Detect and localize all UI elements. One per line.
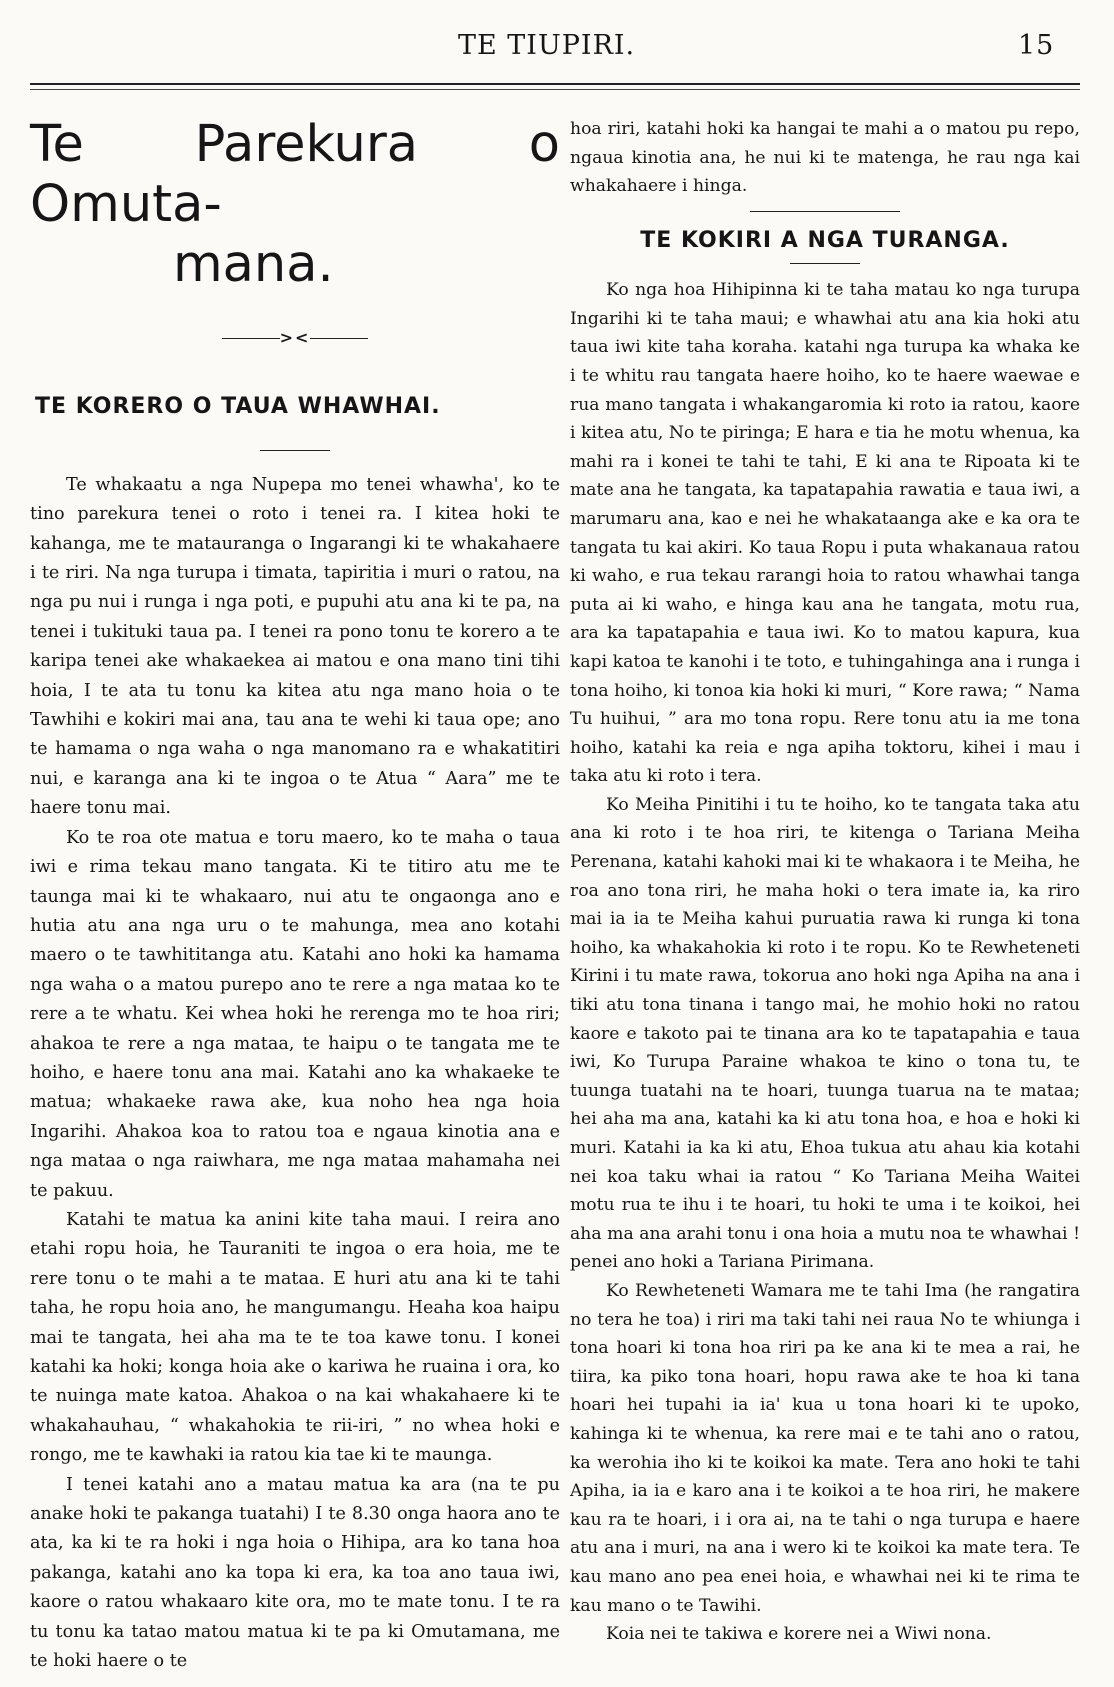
ornament-rule-left xyxy=(222,338,280,339)
continued-paragraph: hoa riri, katahi hoki ka hangai te mahi a o matou pu repo, ngaua kinotia ana, he nui ki te matenga, he rau nga kai whakahaere i hinga. xyxy=(570,119,1080,197)
body-paragraph: Katahi te matua ka anini kite taha maui. I reira ano etahi ropu hoia, he Tauraniti te ingoa o era hoia, me te rere tonu o te mahi a te mataa. E huri atu ana ki te tahi taha, he ropu hoia ano, he mangumangu. Heaha koa haipu mai te tangata, hei aha ma te te toa kawe tonu. I konei katahi ka hoki; konga hoia ake o kariwa he ruaina i ora, ko te nuinga mate katoa. Ahakoa o na kai whakahaere ki te whakahauhau, “ whakahokia te rii-iri, ” no whea hoki e rongo, me te kawhaki ia ratou kia tae ki te maunga. xyxy=(30,1209,560,1466)
header-rule xyxy=(30,83,1080,85)
subheading-rule xyxy=(260,450,330,451)
body-paragraph: Ko te roa ote matua e toru maero, ko te maha o taua iwi e rima tekau mano tangata. Ki te titiro atu me te taunga mai ki te whakaaro, nui atu te ongaonga ano e hutia atu ana nga uru o te mahunga, mea ano kotahi maero o te tawhititanga atu. Katahi ano hoki ka hamama nga waha o a matou purepo ano te rere a nga mataa ko te rere a te whatu. Kei whea hoki he rerenga mo te hoa riri; ahakoa te rere a nga mataa, te haipu o te tangata me te hoiho, e haere tonu ana mai. Katahi ano ka whakaeke te matua; whakaeke rawa ake, kua noho hea nga hoia Ingarihi. Ahakoa koa to ratou toa e ngaua kinotia ana e nga mataa o nga raiwhara, me nga mataa mahamaha nei te pakuu. xyxy=(30,827,560,1201)
body-paragraph: Koia nei te takiwa e korere nei a Wiwi nona. xyxy=(606,1624,992,1645)
body-paragraph: I tenei katahi ano a matau matua ka ara (na te pu anake hoki te pakanga tuatahi) I te 8.30 onga haora ano te ata, ka ki te ra hoki i nga hoia o Hihipa, ara ko tana hoa pakanga, katahi ano ka topa ki era, ka toa ano taua iwi, kaore o ratou whakaaro kite ora, mo te mate tonu. I te ra tu tonu ka tatao matou matua ki te pa ki Omutamana, me te hoki haere o te xyxy=(30,1474,560,1672)
left-column xyxy=(30,115,560,1676)
ornament-divider xyxy=(30,323,560,352)
header-rule-thin xyxy=(30,89,1080,90)
newspaper-title: TE TIUPIRI. xyxy=(458,30,636,61)
body-paragraph: Ko Meiha Pinitihi i tu te hoiho, ko te tangata taka atu ana ki roto i te hoa riri, te kitenga o Tariana Meiha Perenana, katahi kahoki mai ki te whakaora i te Meiha, he roa ano tona riri, he maha hoki o tera imate ia, ka riro mai ia ia te Meiha kahui puruatia rawa ki runga ki tona hoiho, ka whakahokia ki roto i te ropu. Ko te Rewheteneti Kirini i tu mate rawa, tokorua ano hoki nga Apiha na ana i tiki atu tona tinana i tango mai, he mohio hoki no ratou kaore e takoto pai te tinana ara ko te tapatapahia e taua iwi, Ko Turupa Paraine whakoa te kino o tona tu, te tuunga tuatahi na te hoari, tuunga tuarua na te mataa; hei aha ma ana, katahi ka ki atu tona hoa, e hoa e hoki ki muri. Katahi ia ka ki atu, Ehoa tukua atu ahau kia kotahi nei koa taku whai ia ratou “ Ko Tariana Meiha Waitei motu rua te ihu i te hoari, tu hoki te uma i te koikoi, hei aha ma ana arahi tonu i ona hoia a mutu noa te whawhai ! penei ano hoki a Tariana Pirimana. xyxy=(570,794,1080,1273)
article-subheading: TE KORERO O TAUA WHAWHAI. xyxy=(35,394,441,420)
section-rule xyxy=(750,211,900,212)
body-paragraph: Ko nga hoa Hihipinna ki te taha matau ko nga turupa Ingarihi ki te taha maui; e whawhai atu ana kia hoki atu taua iwi kite taha koraha. katahi nga turupa ka whaka ke i te whitu rau tangata haere hoiho, ko te haere waewae e rua mano tangata i whakangaromia ki roto ia ratou, kaore i kitea atu, No te piringa; E hara e tia he motu whenua, ka mahi ra i konei te tahi te tahi, E ki ana te Ripoata ki te mate ana he tangata, ka tapatapahia rawatia e taua iwi, a marumaru ana, kao e nei he whakataanga ake e ka ora te tangata tu kai akiri. Ko taua Ropu i puta whakanaua ratou ki waho, e rua tekau rarangi hoia to ratou whawhai tanga puta ai ki waho, e hinga kau ana he tangata, motu rua, ara ka tapatapahia e taua iwi. Ko to matou kapura, kua kapi katoa te kanohi i te toto, e tuhingahinga ana i runga i tona hoiho, ki tonoa kia hoki ki muri, “ Kore rawa; “ Nama Tu huihui, ” ara mo tona ropu. Rere tonu atu ia me tona hoiho, katahi ka reia e nga apiha toktoru, kihei i mau i taka atu ki roto i tera. xyxy=(570,280,1080,787)
ornament-rule-right xyxy=(310,338,368,339)
right-column xyxy=(570,115,1080,1649)
page-number: 15 xyxy=(1018,30,1055,61)
subheading-rule xyxy=(790,263,860,264)
section-subheading: TE KOKIRI A NGA TURANGA. xyxy=(640,227,1010,253)
headline-line-2: mana. xyxy=(173,235,334,294)
ornament-mark: >< xyxy=(279,328,311,347)
body-paragraph: Te whakaatu a nga Nupepa mo tenei whawha', ko te tino parekura tenei o roto i tenei ra. I kitea hoki te kahanga, me te matauranga o Ingarangi ki te whakahaere i te riri. Na nga turupa i timata, tapiritia i muri o ratou, na nga pu nui i runga i nga poti, e pupuhi atu ana ki te pa, na tenei i tukituki taua pa. I tenei ra pono tonu te korero a te karipa tenei ake whakaekea ai matou e ona mano tini tihi hoia, I te ata tu tonu ka kitea atu nga mano hoia o te Tawhihi e kokiri mai ana, tau ana te wehi ki taua ope; ano te hamama o nga waha o nga manomano ra e whakatitiri nui, e karanga ana ki te ingoa o te Atua “ Aara” me te haere tonu mai. xyxy=(30,474,560,819)
body-paragraph: Ko Rewheteneti Wamara me te tahi Ima (he rangatira no tera he toa) i riri ma taki tahi nei raua No te whiunga i tona hoari ki tona hoa riri pa ke ana ki te mea a rai, he tiira, ka piko tona hoari, hopu rawa ake te hoa ki tana hoari hei tupahi ia ia' kua u tona hoari ki te upoko, kahinga ki te whenua, ka rere mai e te tahi ano o ratou, ka werohia iho ki te koikoi ka mate. Tera ano hoki te tahi Apiha, ia ia e karo ana i te koikoi a te hoa riri, he makere kau ra te hoari, i i ora ai, na te tahi o nga turupa e haere atu ana i muri, na ana i wero ki te koikoi ka mate tera. Te kau mano ano pea enei hoia, e whawhai nei ki te rima te kau mano o te Tawihi. xyxy=(570,1280,1080,1616)
headline-line-1: Te Parekura o Omuta- xyxy=(30,115,560,234)
article-headline xyxy=(30,115,560,295)
